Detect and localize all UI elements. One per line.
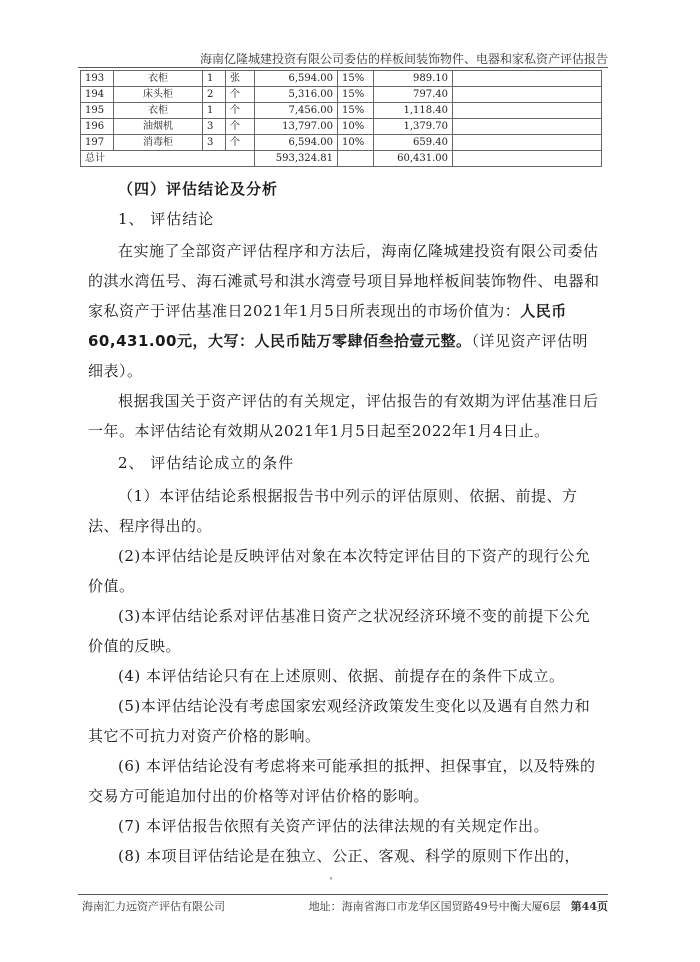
cell-value: 989.10 [374,71,453,87]
cell-price: 5,316.00 [255,87,338,103]
validity-paragraph: 根据我国关于资产评估的有关规定，评估报告的有效期为评估基准日后一年。本评估结论有效期从2021年1月5日起至2022年1月4日止。 [88,392,599,440]
cell-qty: 1 [203,71,226,87]
cell-price: 13,797.00 [255,119,338,135]
cell-no: 195 [81,103,114,119]
cell-rate: 15% [338,87,374,103]
cell-unit: 个 [226,103,255,119]
cell-empty [453,71,602,87]
cell-qty: 2 [203,87,226,103]
asset-table [80,70,602,167]
condition-3: (3)本评估结论系对评估基准日资产之状况经济环境不变的前提下公允价值的反映。 [88,607,591,655]
cell-unit: 个 [226,119,255,135]
condition-6: (6) 本评估结论没有考虑将来可能承担的抵押、担保事宜，以及特殊的交易方可能追加付出的价格等对评估价格的影响。 [88,757,596,805]
cell-price: 6,594.00 [255,135,338,151]
cell-qty: 3 [203,135,226,151]
cell-value: 659.40 [374,135,453,151]
conclusion-reference: （详见资产评估明细表）。 [88,332,588,380]
cell-rate: 15% [338,71,374,87]
cell-unit: 个 [226,87,255,103]
cell-unit: 个 [226,135,255,151]
cell-name: 油烟机 [114,119,203,135]
report-header-title: 海南亿隆城建投资有限公司委估的样板间装饰物件、电器和家私资产评估报告 [199,52,608,66]
cell-empty [453,119,602,135]
total-label: 总计 [81,151,255,167]
cell-no: 194 [81,87,114,103]
cell-rate: 10% [338,119,374,135]
page-number: 第44页 [570,900,608,913]
footer-info [270,898,608,914]
cell-empty [453,151,602,167]
cell-value: 1,118.40 [374,103,453,119]
table-row [81,119,602,135]
cell-price: 6,594.00 [255,71,338,87]
condition-4: (4) 本评估结论只有在上述原则、依据、前提存在的条件下成立。 [118,667,565,685]
condition-7: (7) 本评估报告依照有关资产评估的法律法规的有关规定作出。 [118,817,550,835]
cell-name: 消毒柜 [114,135,203,151]
condition-5: (5)本评估结论没有考虑国家宏观经济政策发生变化以及遇有自然力和其它不可抗力对资产价格的影响。 [88,697,591,745]
cell-qty: 3 [203,119,226,135]
subheading-conditions: 2、 评估结论成立的条件 [118,454,295,472]
page-mark: ° [329,876,333,885]
table-row [81,71,602,87]
cell-empty [453,87,602,103]
cell-no: 197 [81,135,114,151]
cell-no: 196 [81,119,114,135]
cell-empty [338,151,374,167]
total-price: 593,324.81 [255,151,338,167]
cell-name: 衣柜 [114,103,203,119]
cell-rate: 10% [338,135,374,151]
condition-1: （1）本评估结论系根据报告书中列示的评估原则、依据、前提、方法、程序得出的。 [88,487,578,535]
cell-value: 797.40 [374,87,453,103]
cell-price: 7,456.00 [255,103,338,119]
table-row [81,103,602,119]
cell-unit: 张 [226,71,255,87]
cell-no: 193 [81,71,114,87]
cell-qty: 1 [203,103,226,119]
table-row [81,87,602,103]
cell-value: 1,379.70 [374,119,453,135]
conclusion-text: 在实施了全部资产评估程序和方法后，海南亿隆城建投资有限公司委估的淇水湾伍号、海石滩贰号和淇水湾壹号项目异地样板间装饰物件、电器和家私资产于评估基准日2021年1月5日所表现出的市场价值为： [88,242,600,320]
cell-rate: 15% [338,103,374,119]
condition-8: (8) 本项目评估结论是在独立、公正、客观、科学的原则下作出的， [118,847,581,865]
header-divider [78,67,608,68]
footer-divider [78,894,608,895]
total-value: 60,431.00 [374,151,453,167]
table-total-row [81,151,602,167]
conclusion-value: 人民币60,431.00元，大写：人民币陆万零肆佰叁拾壹元整。 [88,302,567,350]
cell-empty [453,135,602,151]
condition-2: (2)本评估结论是反映评估对象在本次特定评估目的下资产的现行公允价值。 [88,547,591,595]
footer-company: 海南汇力远资产评估有限公司 [82,900,225,913]
cell-name: 床头柜 [114,87,203,103]
cell-empty [453,103,602,119]
footer-address: 地址：海南省海口市龙华区国贸路49号中衡大厦6层 [308,900,561,913]
subheading-conclusion: 1、 评估结论 [118,210,215,228]
table-row [81,135,602,151]
conclusion-paragraph [88,236,600,386]
section-heading: （四）评估结论及分析 [118,180,279,198]
cell-name: 衣柜 [114,71,203,87]
